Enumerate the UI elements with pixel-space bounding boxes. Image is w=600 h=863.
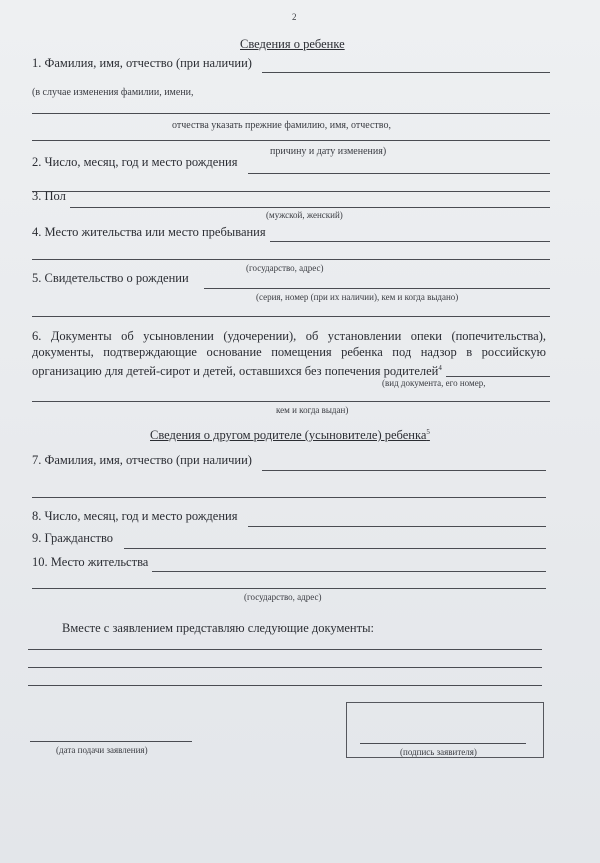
field-3-note: (мужской, женский) — [266, 210, 343, 220]
page-number: 2 — [292, 12, 297, 22]
field-1-line-3[interactable] — [32, 140, 550, 141]
field-1-label: 1. Фамилия, имя, отчество (при наличии) — [32, 56, 252, 70]
field-1-note-c: причину и дату изменения) — [270, 146, 387, 157]
date-label: (дата подачи заявления) — [56, 745, 148, 755]
documents-line-2[interactable] — [28, 667, 542, 668]
field-4-label: 4. Место жительства или место пребывания — [32, 225, 266, 239]
field-1-note-b: отчества указать прежние фамилию, имя, отчество, — [172, 120, 391, 131]
section-title-parent: Сведения о другом родителе (усыновителе) ребенка$^5$ — [150, 428, 430, 443]
field-8-label: 8. Число, месяц, год и место рождения — [32, 509, 238, 523]
field-10-line-2[interactable] — [32, 588, 546, 589]
field-10-note: (государство, адрес) — [244, 592, 322, 602]
field-10-line[interactable] — [152, 571, 546, 572]
field-6-note-a: (вид документа, его номер, — [382, 378, 486, 388]
signature-label: (подпись заявителя) — [400, 747, 477, 757]
section-title-child: Сведения о ребенке — [240, 37, 345, 51]
documents-line-1[interactable] — [28, 649, 542, 650]
field-10-label: 10. Место жительства — [32, 555, 149, 569]
field-5-label: 5. Свидетельство о рождении — [32, 271, 189, 285]
field-6-line-2[interactable] — [32, 401, 550, 402]
field-4-line-2[interactable] — [32, 259, 550, 260]
field-6-note-b: кем и когда выдан) — [276, 405, 349, 415]
date-line[interactable] — [30, 741, 192, 742]
field-3-label: 3. Пол — [32, 189, 66, 203]
field-7-label: 7. Фамилия, имя, отчество (при наличии) — [32, 453, 252, 467]
field-2-line[interactable] — [248, 173, 550, 174]
field-6-line[interactable] — [446, 376, 550, 377]
field-6-text: 6. Документы об усыновлении (удочерении), об установлении опеки (попечительства), документы, подтверждающие основание помещения ребенка под надзор в российскую организацию для детей-сирот и детей, оставшихся без попечения родителей$^4$ — [32, 329, 546, 379]
field-4-note: (государство, адрес) — [246, 263, 324, 273]
field-1-line[interactable] — [262, 72, 550, 73]
field-3-line[interactable] — [70, 207, 550, 208]
field-9-label: 9. Гражданство — [32, 531, 114, 545]
field-7-line[interactable] — [262, 470, 546, 471]
documents-intro: Вместе с заявлением представляю следующие документы: — [62, 621, 374, 635]
field-2-line-2[interactable] — [32, 191, 550, 192]
field-1-line-2[interactable] — [32, 113, 550, 114]
field-9-line[interactable] — [124, 548, 546, 549]
documents-line-3[interactable] — [28, 685, 542, 686]
field-5-line[interactable] — [204, 288, 550, 289]
field-5-line-2[interactable] — [32, 316, 550, 317]
field-1-note-a: (в случае изменения фамилии, имени, — [32, 87, 194, 98]
field-7-line-2[interactable] — [32, 497, 546, 498]
signature-line[interactable] — [360, 743, 526, 744]
field-2-label: 2. Число, месяц, год и место рождения — [32, 155, 238, 169]
field-5-note: (серия, номер (при их наличии), кем и когда выдано) — [256, 292, 459, 302]
field-4-line[interactable] — [270, 241, 550, 242]
field-8-line[interactable] — [248, 526, 546, 527]
